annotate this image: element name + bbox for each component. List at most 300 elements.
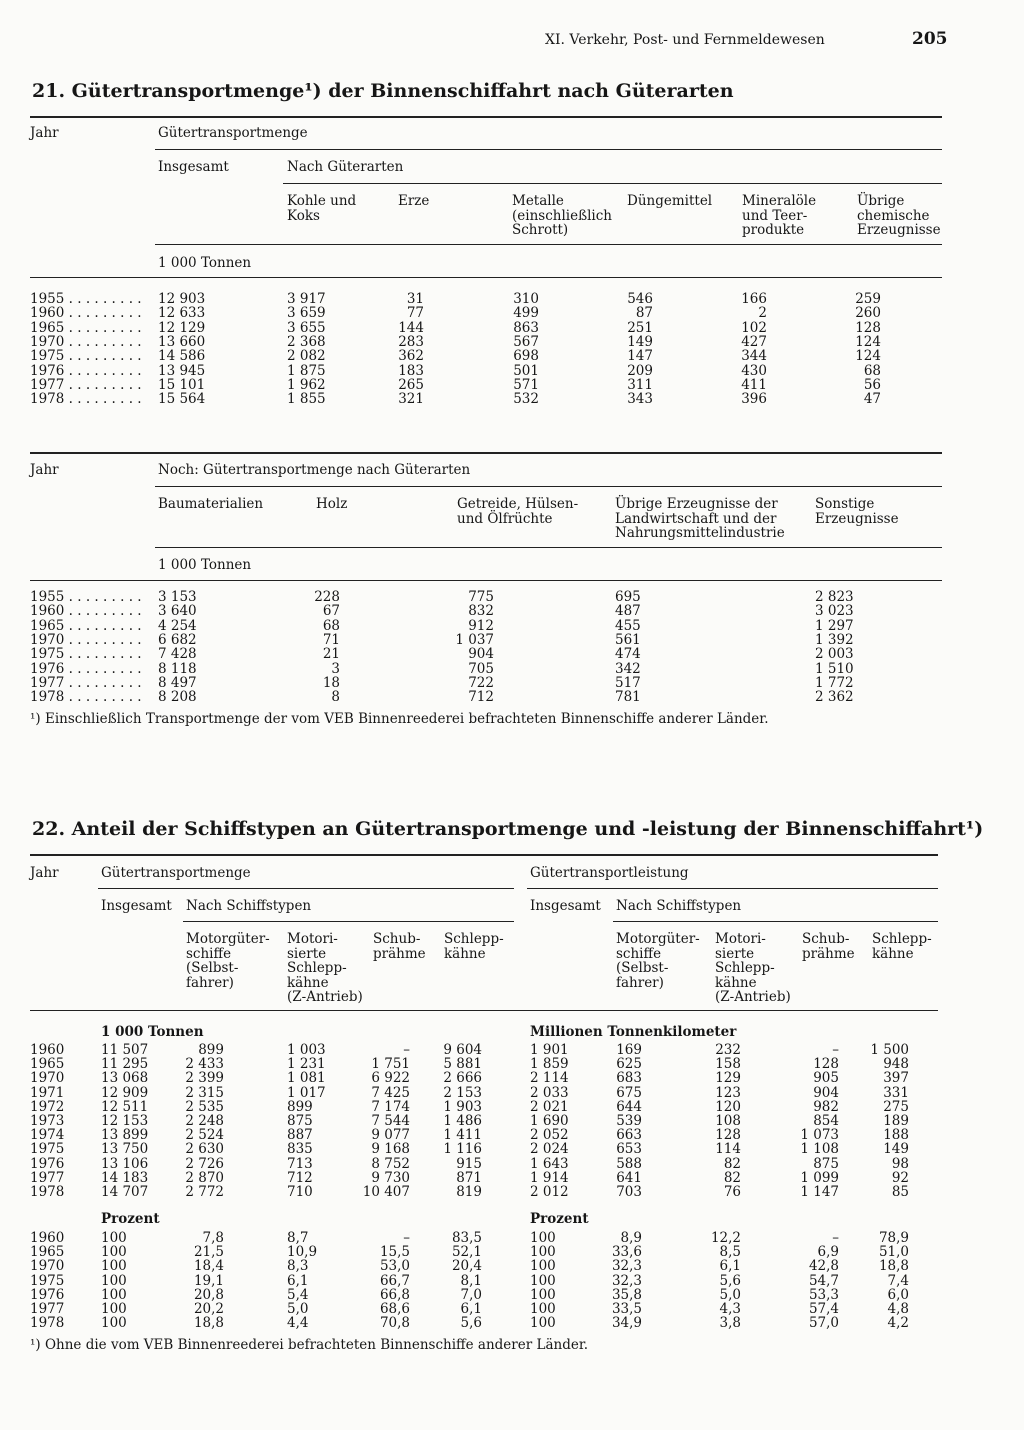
table-cell: 21,5 — [193, 1244, 224, 1261]
table-cell: 321 — [398, 391, 424, 408]
table-cell: 1 962 — [287, 376, 326, 393]
row-year: 1955 . . . . . . . . . — [30, 589, 142, 605]
table-cell: 915 — [456, 1155, 482, 1172]
table-cell: 98 — [891, 1155, 909, 1172]
table-cell: 2 362 — [815, 689, 854, 706]
table-cell: 644 — [616, 1098, 642, 1115]
table-cell: 124 — [855, 333, 881, 350]
table-cell: 21 — [322, 646, 340, 663]
table-cell: 100 — [101, 1258, 127, 1275]
table-cell: 5,6 — [719, 1272, 741, 1289]
table-cell: 1 500 — [870, 1042, 909, 1058]
table-cell: 8 752 — [371, 1155, 410, 1172]
row-year: 1960 . . . . . . . . . — [30, 305, 142, 322]
table-cell: 904 — [468, 646, 494, 663]
table-cell: 1 859 — [530, 1056, 569, 1073]
table-cell: 2 630 — [185, 1141, 224, 1158]
table-cell: 653 — [616, 1141, 642, 1158]
table-cell: 1 875 — [287, 362, 326, 379]
table-cell: – — [403, 1230, 410, 1246]
t21b-col-holz: Holz — [316, 496, 348, 512]
table-cell: 675 — [616, 1084, 642, 1101]
table-cell: 3 655 — [287, 319, 326, 336]
table-cell: 12 633 — [158, 305, 206, 322]
table-cell: 7 425 — [371, 1084, 410, 1101]
table-cell: 342 — [615, 660, 641, 677]
table-cell: 54,7 — [808, 1272, 839, 1289]
t22-group-rule-right — [527, 888, 938, 889]
t22-unit-left: 1 000 Tonnen — [101, 1024, 204, 1040]
t22-prozent-left: Prozent — [101, 1211, 160, 1227]
table-cell: 1 486 — [443, 1113, 482, 1129]
table-cell: 4 254 — [158, 617, 197, 634]
table-cell: 2 012 — [530, 1184, 569, 1200]
table-cell: 57,0 — [808, 1315, 839, 1332]
table-cell: 83,5 — [451, 1230, 482, 1246]
table-cell: 13 945 — [158, 362, 206, 379]
table-cell: 4,8 — [887, 1301, 909, 1317]
table-cell: 487 — [615, 603, 641, 620]
table-cell: 100 — [101, 1301, 127, 1317]
table-21-footnote: ¹) Einschließlich Transportmenge der vom VEB Binnenreederei befrachteten Binnenschiffe anderer Länder. — [30, 711, 769, 727]
row-year: 1977 — [30, 1301, 65, 1317]
table-cell: 3 153 — [158, 589, 197, 605]
table-cell: 56 — [863, 376, 881, 393]
table-cell: 344 — [741, 348, 767, 365]
t22-col-schubpraehme-right: Schub- prähme — [802, 931, 855, 962]
table-cell: 66,8 — [379, 1286, 410, 1303]
t22-col-motorisierte-left: Motori- sierte Schlepp- kähne (Z-Antrieb) — [287, 931, 363, 1005]
table-cell: 100 — [530, 1315, 556, 1332]
row-year: 1978 . . . . . . . . . — [30, 391, 142, 408]
t22-col-motorisierte-right: Motori- sierte Schlepp- kähne (Z-Antrieb) — [715, 931, 791, 1005]
table-cell: 7 428 — [158, 646, 197, 663]
table-cell: 1 510 — [815, 660, 854, 677]
table-cell: 5 881 — [443, 1056, 482, 1073]
table-cell: 12 129 — [158, 319, 206, 336]
row-year: 1975 . . . . . . . . . — [30, 646, 142, 663]
table-cell: 722 — [468, 674, 494, 691]
table-cell: 102 — [741, 319, 767, 336]
table-cell: 100 — [101, 1286, 127, 1303]
table-cell: 100 — [530, 1258, 556, 1275]
table-22-top-rule — [30, 854, 938, 856]
table-cell: 6,9 — [817, 1244, 839, 1261]
row-year: 1970 — [30, 1070, 65, 1087]
table-cell: 8,3 — [287, 1258, 309, 1275]
table-cell: – — [832, 1230, 839, 1246]
table-cell: 1 231 — [287, 1056, 326, 1073]
table-cell: 100 — [101, 1315, 127, 1332]
t21b-group-header: Noch: Gütertransportmenge nach Güterarten — [158, 462, 471, 478]
t21-col-rule — [155, 244, 942, 245]
t21-unit-label: 1 000 Tonnen — [158, 255, 252, 271]
table-cell: 19,1 — [193, 1272, 224, 1289]
table-cell: 47 — [863, 391, 881, 408]
table-cell: 1 297 — [815, 617, 854, 634]
row-year: 1978 . . . . . . . . . — [30, 689, 142, 706]
t21-col-chemische: Übrige chemische Erzeugnisse — [857, 193, 941, 238]
table-cell: 149 — [883, 1141, 909, 1158]
row-year: 1978 — [30, 1184, 65, 1200]
t21-nach-rule — [283, 183, 942, 184]
row-year: 1976 . . . . . . . . . — [30, 362, 142, 379]
table-cell: 11 507 — [101, 1042, 149, 1058]
row-year: 1976 . . . . . . . . . — [30, 660, 142, 677]
table-cell: 12 153 — [101, 1113, 149, 1129]
table-cell: 100 — [101, 1244, 127, 1261]
table-cell: 546 — [627, 291, 653, 307]
t21-part2-top-rule — [30, 452, 942, 454]
row-year: 1975 — [30, 1272, 65, 1289]
table-cell: 100 — [530, 1244, 556, 1261]
row-year: 1960 — [30, 1042, 65, 1058]
table-cell: 33,5 — [611, 1301, 642, 1317]
table-cell: 3 659 — [287, 305, 326, 322]
table-cell: 705 — [468, 660, 494, 677]
t21b-unit-label: 1 000 Tonnen — [158, 557, 252, 573]
table-cell: 53,3 — [808, 1286, 839, 1303]
table-cell: 4,2 — [887, 1315, 909, 1332]
table-cell: 8 — [331, 689, 340, 706]
table-cell: 781 — [615, 689, 641, 706]
t22-col-motorgueter-left: Motorgüter- schiffe (Selbst- fahrer) — [186, 931, 270, 991]
row-year: 1976 — [30, 1286, 65, 1303]
table-cell: 20,2 — [193, 1301, 224, 1317]
table-cell: 13 750 — [101, 1141, 149, 1158]
t22-col-schubpraehme-left: Schub- prähme — [373, 931, 426, 962]
table-cell: 232 — [715, 1042, 741, 1058]
row-year: 1955 . . . . . . . . . — [30, 291, 142, 307]
table-cell: 15 101 — [158, 376, 206, 393]
table-cell: 14 586 — [158, 348, 206, 365]
table-cell: 1 108 — [800, 1141, 839, 1158]
table-cell: 2 433 — [185, 1056, 224, 1073]
row-year: 1976 — [30, 1155, 65, 1172]
table-cell: 1 690 — [530, 1113, 569, 1129]
table-cell: 710 — [287, 1184, 313, 1200]
table-cell: 9 604 — [443, 1042, 482, 1058]
table-cell: 310 — [513, 291, 539, 307]
t21b-unit-rule — [30, 580, 942, 581]
table-cell: 76 — [723, 1184, 741, 1200]
row-year: 1960 . . . . . . . . . — [30, 603, 142, 620]
table-cell: 1 073 — [800, 1127, 839, 1144]
table-cell: 539 — [616, 1113, 642, 1129]
table-cell: 8 208 — [158, 689, 197, 706]
table-cell: 713 — [287, 1155, 313, 1172]
table-cell: 20,8 — [193, 1286, 224, 1303]
table-cell: 15 564 — [158, 391, 206, 408]
t21b-col-uebrige: Übrige Erzeugnisse der Landwirtschaft und der Nahrungsmittelindustrie — [615, 496, 785, 541]
row-year: 1970 . . . . . . . . . — [30, 631, 142, 648]
table-cell: 129 — [715, 1070, 741, 1087]
table-cell: 397 — [883, 1070, 909, 1087]
table-cell: 189 — [883, 1113, 909, 1129]
table-cell: 3 — [331, 660, 340, 677]
table-cell: 158 — [715, 1056, 741, 1073]
table-cell: – — [403, 1042, 410, 1058]
table-cell: 1 081 — [287, 1070, 326, 1087]
table-cell: 396 — [741, 391, 767, 408]
t22-prozent-right: Prozent — [530, 1211, 589, 1227]
table-cell: 2 052 — [530, 1127, 569, 1144]
table-cell: 517 — [615, 674, 641, 691]
t21-col-duengemittel: Düngemittel — [627, 193, 713, 209]
table-cell: 2 870 — [185, 1169, 224, 1186]
table-22-footnote: ¹) Ohne die vom VEB Binnenreederei befrachteten Binnenschiffe anderer Länder. — [30, 1337, 589, 1353]
table-cell: 12 903 — [158, 291, 206, 307]
table-cell: 128 — [855, 319, 881, 336]
t21b-col-getreide: Getreide, Hülsen- und Ölfrüchte — [457, 496, 579, 527]
table-cell: 66,7 — [379, 1272, 410, 1289]
t22-col-schleppkaehne-right: Schlepp- kähne — [872, 931, 932, 962]
row-year: 1975 — [30, 1141, 65, 1158]
table-cell: 2 021 — [530, 1098, 569, 1115]
table-cell: 331 — [883, 1084, 909, 1101]
table-cell: 2 823 — [815, 589, 854, 605]
t21-col-mineraloele: Mineralöle und Teer- produkte — [742, 193, 817, 238]
t21-unit-rule — [30, 277, 942, 278]
table-cell: 10 407 — [362, 1184, 410, 1200]
table-cell: 2 772 — [185, 1184, 224, 1200]
table-cell: 120 — [715, 1098, 741, 1115]
table-cell: 169 — [616, 1042, 642, 1058]
table-cell: 68,6 — [379, 1301, 410, 1317]
t21-col-metalle: Metalle (einschließlich Schrott) — [512, 193, 612, 238]
table-cell: 712 — [468, 689, 494, 706]
table-cell: 863 — [513, 319, 539, 336]
table-cell: 82 — [723, 1169, 741, 1186]
table-cell: 12,2 — [710, 1230, 741, 1246]
table-cell: 14 183 — [101, 1169, 149, 1186]
t21-jahr-header: Jahr — [30, 125, 59, 141]
row-year: 1973 — [30, 1113, 65, 1129]
table-cell: 13 106 — [101, 1155, 149, 1172]
table-cell: 663 — [616, 1127, 642, 1144]
table-cell: 2 082 — [287, 348, 326, 365]
t22-group-left: Gütertransportmenge — [101, 865, 251, 881]
table-cell: 13 660 — [158, 333, 206, 350]
table-22-title: 22. Anteil der Schiffstypen an Gütertransportmenge und -leistung der Binnenschiffahrt¹) — [32, 818, 984, 840]
row-year: 1960 — [30, 1230, 65, 1246]
table-cell: 6 682 — [158, 631, 197, 648]
t22-col-schleppkaehne-left: Schlepp- kähne — [444, 931, 504, 962]
table-cell: 188 — [883, 1127, 909, 1144]
t22-insgesamt-right: Insgesamt — [530, 898, 601, 914]
table-cell: 1 392 — [815, 631, 854, 648]
table-cell: 411 — [741, 376, 767, 393]
table-cell: 13 899 — [101, 1127, 149, 1144]
table-cell: 875 — [813, 1155, 839, 1172]
table-cell: 698 — [513, 348, 539, 365]
table-cell: 683 — [616, 1070, 642, 1087]
table-cell: 641 — [616, 1169, 642, 1186]
table-cell: 1 037 — [455, 631, 494, 648]
table-cell: 948 — [883, 1056, 909, 1073]
t22-group-right: Gütertransportleistung — [530, 865, 689, 881]
table-cell: 2 003 — [815, 646, 854, 663]
table-cell: 4,4 — [287, 1315, 309, 1332]
table-cell: 5,4 — [287, 1286, 309, 1303]
table-cell: 7,0 — [460, 1286, 482, 1303]
table-cell: 8,9 — [620, 1230, 642, 1246]
table-cell: 34,9 — [611, 1315, 642, 1332]
table-cell: 2 368 — [287, 333, 326, 350]
t21-col-kohle: Kohle und Koks — [287, 193, 357, 224]
table-cell: 2 535 — [185, 1098, 224, 1115]
t21-group-rule — [155, 149, 942, 150]
table-cell: 430 — [741, 362, 767, 379]
table-cell: 77 — [406, 305, 424, 322]
table-cell: 2 033 — [530, 1084, 569, 1101]
table-cell: 32,3 — [611, 1272, 642, 1289]
table-cell: 149 — [627, 333, 653, 350]
table-cell: 9 168 — [371, 1141, 410, 1158]
t22-jahr-header: Jahr — [30, 865, 59, 881]
table-cell: 283 — [398, 333, 424, 350]
row-year: 1977 . . . . . . . . . — [30, 674, 142, 691]
row-year: 1977 — [30, 1169, 65, 1186]
t21b-col-rule — [155, 547, 942, 548]
t21-insgesamt-header: Insgesamt — [158, 159, 229, 175]
table-cell: 835 — [287, 1141, 313, 1158]
table-cell: 571 — [513, 376, 539, 393]
table-cell: 4,3 — [719, 1301, 741, 1317]
table-cell: 474 — [615, 646, 641, 663]
table-cell: 343 — [627, 391, 653, 408]
table-cell: 625 — [616, 1056, 642, 1073]
t21-nach-header: Nach Güterarten — [287, 159, 404, 175]
row-year: 1970 — [30, 1258, 65, 1275]
table-cell: 31 — [406, 291, 424, 307]
table-cell: 57,4 — [808, 1301, 839, 1317]
table-cell: 567 — [513, 333, 539, 350]
row-year: 1965 — [30, 1244, 65, 1261]
running-head: XI. Verkehr, Post- und Fernmeldewesen — [545, 32, 825, 48]
t21b-col-baumaterialien: Baumaterialien — [158, 496, 264, 512]
table-cell: 6,1 — [460, 1301, 482, 1317]
row-year: 1970 . . . . . . . . . — [30, 333, 142, 350]
table-cell: 5,0 — [287, 1301, 309, 1317]
table-cell: 8,5 — [719, 1244, 741, 1261]
t22-unit-right: Millionen Tonnenkilometer — [530, 1024, 737, 1040]
table-cell: 13 068 — [101, 1070, 149, 1087]
table-cell: 100 — [101, 1272, 127, 1289]
table-cell: 5,0 — [719, 1286, 741, 1303]
table-cell: 588 — [616, 1155, 642, 1172]
table-cell: 9 077 — [371, 1127, 410, 1144]
table-cell: 100 — [101, 1230, 127, 1246]
table-cell: 532 — [513, 391, 539, 408]
table-cell: 14 707 — [101, 1184, 149, 1200]
table-cell: 123 — [715, 1084, 741, 1101]
table-21-top-rule — [30, 116, 942, 118]
table-cell: 871 — [456, 1169, 482, 1186]
row-year: 1972 — [30, 1098, 65, 1115]
row-year: 1977 . . . . . . . . . — [30, 376, 142, 393]
table-cell: 1 116 — [443, 1141, 482, 1158]
table-cell: 2 315 — [185, 1084, 224, 1101]
table-cell: 42,8 — [808, 1258, 839, 1275]
table-cell: 70,8 — [379, 1315, 410, 1332]
table-cell: 712 — [287, 1169, 313, 1186]
t22-col-motorgueter-right: Motorgüter- schiffe (Selbst- fahrer) — [616, 931, 700, 991]
table-cell: 82 — [723, 1155, 741, 1172]
table-cell: 144 — [398, 319, 424, 336]
table-cell: 3 640 — [158, 603, 197, 620]
table-cell: 100 — [530, 1230, 556, 1246]
table-cell: 68 — [863, 362, 881, 379]
table-cell: 875 — [287, 1113, 313, 1129]
table-cell: 311 — [627, 376, 653, 393]
table-cell: 2 — [758, 305, 767, 322]
table-cell: 3 917 — [287, 291, 326, 307]
row-year: 1965 . . . . . . . . . — [30, 617, 142, 634]
table-cell: 259 — [855, 291, 881, 307]
table-cell: 108 — [715, 1113, 741, 1129]
table-cell: 2 726 — [185, 1155, 224, 1172]
table-cell: 10,9 — [287, 1244, 318, 1261]
table-cell: 114 — [715, 1141, 741, 1158]
table-cell: 2 399 — [185, 1070, 224, 1087]
table-cell: 6 922 — [371, 1070, 410, 1087]
table-cell: 128 — [813, 1056, 839, 1073]
table-cell: 1 411 — [443, 1127, 482, 1144]
t22-insgesamt-left: Insgesamt — [101, 898, 172, 914]
table-cell: 67 — [322, 603, 340, 620]
table-cell: 1 914 — [530, 1169, 569, 1186]
table-cell: 3 023 — [815, 603, 854, 620]
table-cell: 899 — [198, 1042, 224, 1058]
page-number: 205 — [912, 29, 948, 49]
table-cell: 2 153 — [443, 1084, 482, 1101]
table-cell: 275 — [883, 1098, 909, 1115]
table-cell: 183 — [398, 362, 424, 379]
row-year: 1978 — [30, 1315, 65, 1332]
table-cell: 85 — [891, 1184, 909, 1200]
table-cell: 18 — [322, 674, 340, 691]
t22-nach-right: Nach Schiffstypen — [616, 898, 742, 914]
table-cell: 1 903 — [443, 1098, 482, 1115]
table-cell: 33,6 — [611, 1244, 642, 1261]
table-cell: 1 901 — [530, 1042, 569, 1058]
table-cell: 100 — [530, 1301, 556, 1317]
table-cell: 51,0 — [878, 1244, 909, 1261]
table-cell: 92 — [891, 1169, 909, 1186]
table-cell: 8,7 — [287, 1230, 309, 1246]
table-cell: 2 524 — [185, 1127, 224, 1144]
table-cell: 35,8 — [611, 1286, 642, 1303]
table-cell: 6,0 — [887, 1286, 909, 1303]
table-cell: 2 024 — [530, 1141, 569, 1158]
table-cell: 982 — [813, 1098, 839, 1115]
table-cell: 8,1 — [460, 1272, 482, 1289]
table-cell: 854 — [813, 1113, 839, 1129]
table-cell: 128 — [715, 1127, 741, 1144]
table-cell: 260 — [855, 305, 881, 322]
table-cell: 18,8 — [878, 1258, 909, 1275]
table-cell: 912 — [468, 617, 494, 634]
table-cell: 124 — [855, 348, 881, 365]
table-cell: – — [832, 1042, 839, 1058]
row-year: 1974 — [30, 1127, 65, 1144]
row-year: 1975 . . . . . . . . . — [30, 348, 142, 365]
table-cell: 427 — [741, 333, 767, 350]
t21-col-erze: Erze — [398, 193, 430, 209]
table-cell: 1 643 — [530, 1155, 569, 1172]
table-cell: 15,5 — [379, 1244, 410, 1261]
